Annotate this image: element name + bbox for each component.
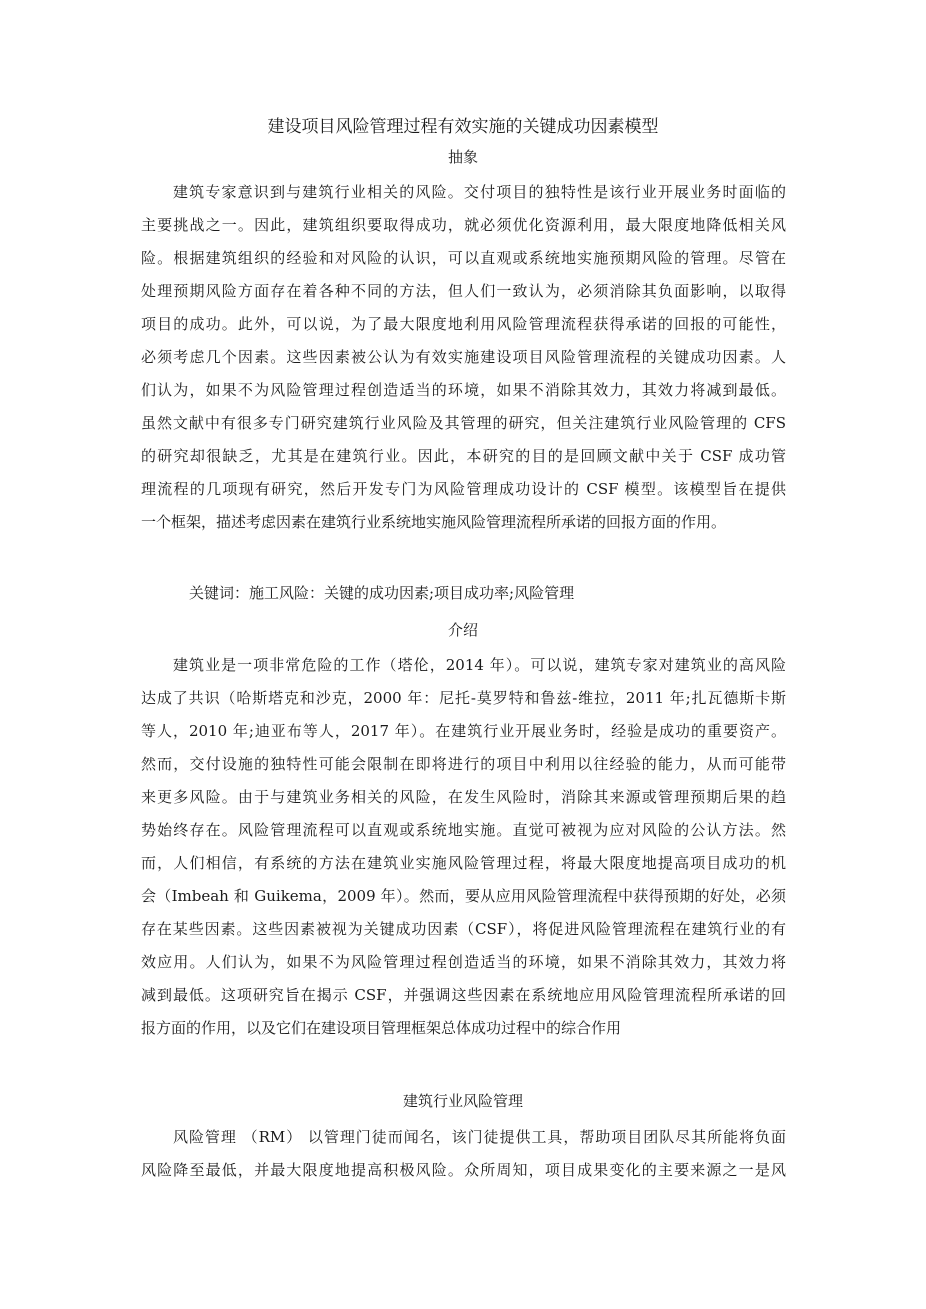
introduction-line: 来更多风险。由于与建筑业务相关的风险，在发生风险时，消除其来源或管理预期后果的趋: [141, 788, 786, 806]
keywords-line: 关键词：施工风险：关键的成功因素;项目成功率;风险管理: [189, 584, 575, 602]
introduction-line: 减到最低。这项研究旨在揭示 CSF，并强调这些因素在系统地应用风险管理流程所承诺的回: [141, 986, 786, 1004]
introduction-line: 然而，交付设施的独特性可能会限制在即将进行的项目中利用以往经验的能力，从而可能带: [141, 755, 786, 773]
introduction-line: 会（Imbeah 和 Guikema，2009 年）。然而，要从应用风险管理流程中获得预期的好处，必须: [141, 887, 786, 905]
introduction-line: 报方面的作用，以及它们在建设项目管理框架总体成功过程中的综合作用: [141, 1019, 622, 1037]
abstract-line: 必须考虑几个因素。这些因素被公认为有效实施建设项目风险管理流程的关键成功因素。人: [141, 348, 786, 366]
abstract-heading: 抽象: [447, 148, 478, 166]
introduction-line: 效应用。人们认为，如果不为风险管理过程创造适当的环境，如果不消除其效力，其效力将: [141, 953, 786, 971]
abstract-line: 一个框架，描述考虑因素在建筑行业系统地实施风险管理流程所承诺的回报方面的作用。: [141, 513, 727, 531]
document-title: 建设项目风险管理过程有效实施的关键成功因素模型: [267, 117, 659, 137]
abstract-line: 虽然文献中有很多专门研究建筑行业风险及其管理的研究，但关注建筑行业风险管理的 CFS: [141, 414, 786, 432]
abstract-line: 的研究却很缺乏，尤其是在建筑行业。因此，本研究的目的是回顾文献中关于 CSF 成功管: [141, 447, 786, 465]
abstract-line: 处理预期风险方面存在着各种不同的方法，但人们一致认为，必须消除其负面影响，以取得: [141, 282, 786, 300]
introduction-heading: 介绍: [447, 621, 478, 639]
introduction-line: 建筑业是一项非常危险的工作（塔伦，2014 年）。可以说，建筑专家对建筑业的高风险: [173, 656, 786, 674]
abstract-line: 理流程的几项现有研究，然后开发专门为风险管理成功设计的 CSF 模型。该模型旨在提供: [141, 480, 786, 498]
abstract-line: 建筑专家意识到与建筑行业相关的风险。交付项目的独特性是该行业开展业务时面临的: [173, 183, 786, 201]
risk-management-line: 风险管理 （RM） 以管理门徒而闻名，该门徒提供工具，帮助项目团队尽其所能将负面: [173, 1128, 786, 1146]
abstract-line: 项目的成功。此外，可以说，为了最大限度地利用风险管理流程获得承诺的回报的可能性，: [141, 315, 786, 333]
introduction-line: 势始终存在。风险管理流程可以直观或系统地实施。直觉可被视为应对风险的公认方法。然: [141, 821, 786, 839]
abstract-line: 险。根据建筑组织的经验和对风险的认识，可以直观或系统地实施预期风险的管理。尽管在: [141, 249, 786, 267]
introduction-line: 而，人们相信，有系统的方法在建筑业实施风险管理过程，将最大限度地提高项目成功的机: [141, 854, 786, 872]
introduction-line: 存在某些因素。这些因素被视为关键成功因素（CSF），将促进风险管理流程在建筑行业的有: [141, 920, 786, 938]
introduction-line: 达成了共识（哈斯塔克和沙克，2000 年：尼托-莫罗特和鲁兹-维拉，2011 年;扎瓦德斯卡斯: [141, 689, 786, 707]
introduction-line: 等人，2010 年;迪亚布等人，2017 年）。在建筑行业开展业务时，经验是成功的重要资产。: [141, 722, 786, 740]
risk-management-line: 风险降至最低，并最大限度地提高积极风险。众所周知，项目成果变化的主要来源之一是风: [141, 1161, 786, 1179]
risk-management-heading: 建筑行业风险管理: [402, 1092, 523, 1110]
abstract-line: 们认为，如果不为风险管理过程创造适当的环境，如果不消除其效力，其效力将减到最低。: [141, 381, 786, 399]
abstract-line: 主要挑战之一。因此，建筑组织要取得成功，就必须优化资源利用，最大限度地降低相关风: [141, 216, 786, 234]
